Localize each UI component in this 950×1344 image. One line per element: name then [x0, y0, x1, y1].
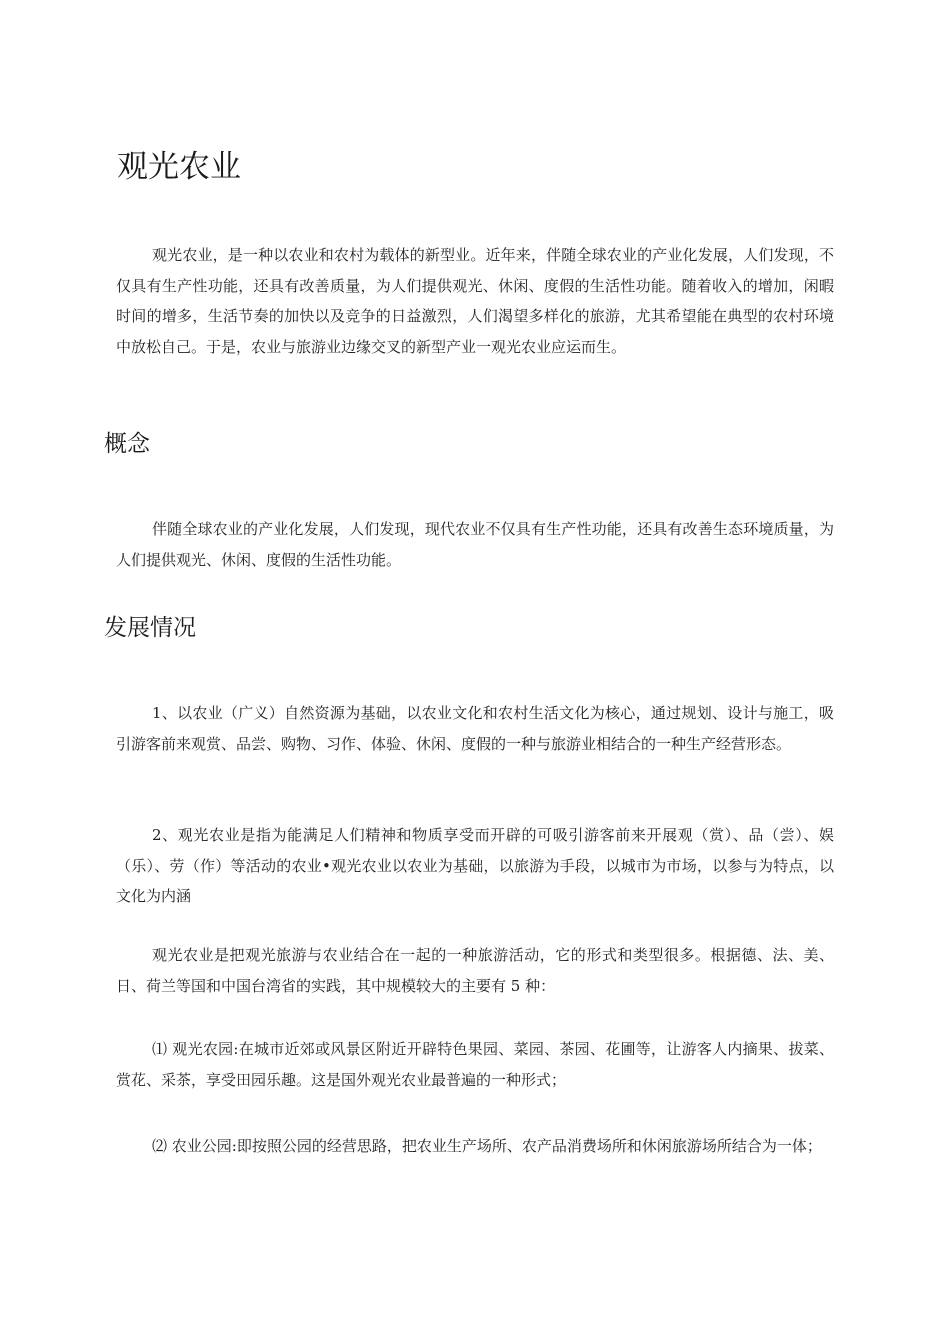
concept-paragraph: 伴随全球农业的产业化发展，人们发现，现代农业不仅具有生产性功能，还具有改善生态环境质量，为人们提供观光、休闲、度假的生活性功能。 [116, 520, 834, 569]
type-item-2: ⑵ 农业公园:即按照公园的经营思路，把农业生产场所、农产品消费场所和休闲旅游场所结合为一体； [152, 1137, 822, 1155]
types-intro-paragraph: 观光农业是把观光旅游与农业结合在一起的一种旅游活动，它的形式和类型很多。根据德、法、美、日、荷兰等国和中国台湾省的实践，其中规模较大的主要有 5 种： [116, 946, 834, 995]
type-item-1: ⑴ 观光农园:在城市近郊或风景区附近开辟特色果园、菜园、茶园、花圃等，让游客人内摘果、拔菜、赏花、采茶，享受田园乐趣。这是国外观光农业最普遍的一种形式； [116, 1040, 834, 1089]
intro-paragraph: 观光农业，是一种以农业和农村为载体的新型业。近年来，伴随全球农业的产业化发展，人们发现，不仅具有生产性功能，还具有改善质量，为人们提供观光、休闲、度假的生活性功能。随着收入的增加，闲暇时间的增多，生活节奏的加快以及竞争的日益激烈，人们渴望多样化的旅游，尤其希望能在典型的农村环境中放松自己。于是，农业与旅游业边缘交叉的新型产业一观光农业应运而生。 [116, 246, 834, 356]
section-heading-development: 发展情况 [104, 615, 196, 641]
development-paragraph-2: 2、观光农业是指为能满足人们精神和物质享受而开辟的可吸引游客前来开展观（赏）、品（尝）、娱（乐）、劳（作）等活动的农业•观光农业以农业为基础，以旅游为手段，以城市为市场，以参与为特点，以文化为内涵 [116, 826, 834, 905]
section-heading-concept: 概念 [104, 431, 150, 457]
document-title: 观光农业 [117, 149, 241, 185]
development-paragraph-1: 1、以农业（广义）自然资源为基础，以农业文化和农村生活文化为核心，通过规划、设计与施工，吸引游客前来观赏、品尝、购物、习作、体验、休闲、度假的一种与旅游业相结合的一种生产经营形态。 [116, 704, 834, 753]
